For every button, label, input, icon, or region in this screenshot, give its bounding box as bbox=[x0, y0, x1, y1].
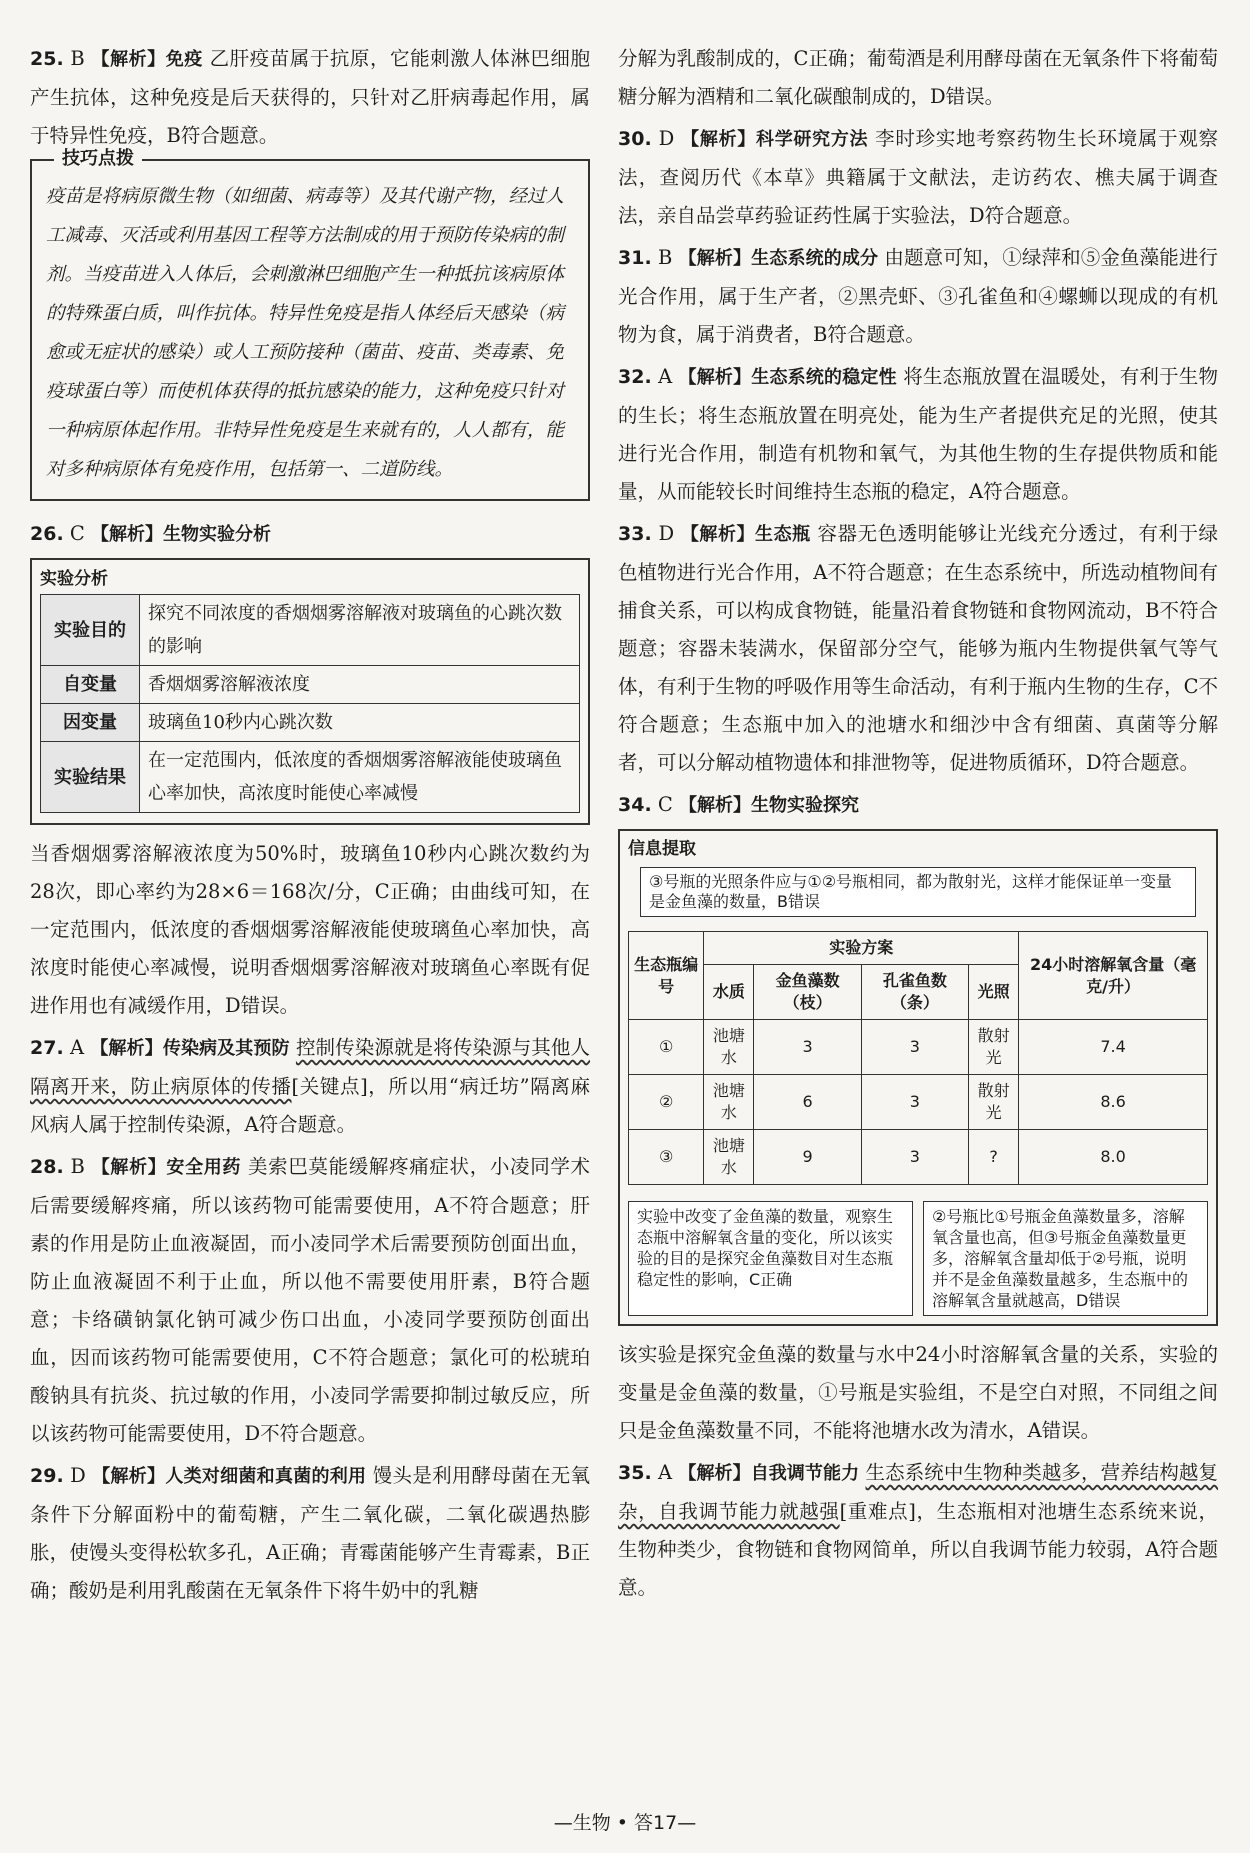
question-29-continued: 分解为乳酸制成的，C正确；葡萄酒是利用酵母菌在无氧条件下将葡萄糖分解为酒精和二氧化碳酿制成的，D错误。 bbox=[618, 47, 1218, 108]
analysis-tag: 【解析】科学研究方法 bbox=[681, 129, 869, 150]
cell-water: 池塘水 bbox=[704, 1075, 754, 1130]
cell-light: 散射光 bbox=[969, 1020, 1019, 1075]
header-water: 水质 bbox=[704, 965, 754, 1020]
question-35 bbox=[618, 1454, 1218, 1607]
answer-letter: A bbox=[69, 1036, 85, 1059]
answer-letter: D bbox=[70, 1464, 86, 1487]
question-34-text: 该实验是探究金鱼藻的数量与水中24小时溶解氧含量的关系，实验的变量是金鱼藻的数量，①号瓶是实验组，不是空白对照，不同组之间只是金鱼藻数量不同，不能将池塘水改为清水，A错误。 bbox=[618, 1343, 1218, 1442]
analysis-text: 由题意可知，①绿萍和⑤金鱼藻能进行光合作用，属于生产者，②黑壳虾、③孔雀鱼和④螺蛳以现成的有机物为食，属于消费者，B符合题意。 bbox=[618, 246, 1218, 346]
cell-light: 散射光 bbox=[969, 1075, 1019, 1130]
question-number: 28. bbox=[30, 1156, 64, 1178]
tip-title: 技巧点拨 bbox=[54, 147, 142, 171]
cell-light: ? bbox=[969, 1130, 1019, 1185]
table-row bbox=[629, 1075, 1208, 1130]
row-value: 在一定范围内，低浓度的香烟烟雾溶解液能使玻璃鱼心率加快，高浓度时能使心率减慢 bbox=[140, 742, 580, 813]
question-number: 29. bbox=[30, 1465, 64, 1487]
question-28 bbox=[30, 1148, 590, 1453]
analysis-tag: 【解析】传染病及其预防 bbox=[90, 1038, 290, 1059]
analysis-text: 乙肝疫苗属于抗原，它能刺激人体淋巴细胞产生抗体，这种免疫是后天获得的，只针对乙肝病毒起作用，属于特异性免疫，B符合题意。 bbox=[30, 47, 590, 147]
table-row bbox=[41, 742, 580, 813]
question-29 bbox=[30, 1457, 590, 1610]
experiment-analysis-title: 实验分析 bbox=[40, 569, 108, 589]
analysis-tag: 【解析】生物实验分析 bbox=[91, 524, 271, 545]
question-number: 25. bbox=[30, 48, 64, 70]
row-key: 实验结果 bbox=[41, 742, 140, 813]
header-plan: 实验方案 bbox=[704, 932, 1019, 965]
cell-oxygen: 8.0 bbox=[1019, 1130, 1208, 1185]
table-row bbox=[629, 1130, 1208, 1185]
right-column bbox=[618, 40, 1218, 1611]
answer-letter: B bbox=[70, 1155, 85, 1178]
table-row bbox=[41, 595, 580, 666]
cell-fish: 3 bbox=[861, 1020, 968, 1075]
row-value: 探究不同浓度的香烟烟雾溶解液对玻璃鱼的心跳次数的影响 bbox=[140, 595, 580, 666]
experiment-analysis-box bbox=[30, 558, 590, 825]
question-number: 31. bbox=[618, 247, 652, 269]
answer-letter: A bbox=[657, 1461, 673, 1484]
row-key: 因变量 bbox=[41, 704, 140, 742]
analysis-tag: 【解析】生态瓶 bbox=[680, 524, 811, 545]
question-26 bbox=[30, 515, 590, 554]
table-row bbox=[629, 1020, 1208, 1075]
cell-oxygen: 7.4 bbox=[1019, 1020, 1208, 1075]
question-25 bbox=[30, 40, 590, 155]
cell-oxygen: 8.6 bbox=[1019, 1075, 1208, 1130]
analysis-tag: 【解析】安全用药 bbox=[91, 1157, 242, 1178]
question-31 bbox=[618, 239, 1218, 354]
analysis-tag: 【解析】生态系统的成分 bbox=[678, 248, 879, 269]
page-footer: —生物 • 答17— bbox=[553, 1812, 697, 1834]
cell-algae: 3 bbox=[754, 1020, 861, 1075]
question-26-text: 当香烟烟雾溶解液浓度为50%时，玻璃鱼10秒内心跳次数约为28次，即心率约为28×6＝168次/分，C正确；由曲线可知，在一定范围内，低浓度的香烟烟雾溶解液能使玻璃鱼心率加快，高浓度时能使心率减慢，说明香烟烟雾溶解液对玻璃鱼心率既有促进作用也有减缓作用，D错误。 bbox=[30, 842, 590, 1017]
row-key: 实验目的 bbox=[41, 595, 140, 666]
cell-bottle: ③ bbox=[629, 1130, 704, 1185]
question-33 bbox=[618, 515, 1218, 782]
question-27 bbox=[30, 1029, 590, 1144]
cell-water: 池塘水 bbox=[704, 1020, 754, 1075]
key-point-text: 生态系统中生物种类越多，营养结构越复杂，自我调节能力就越强 bbox=[618, 1461, 1219, 1523]
cell-bottle: ① bbox=[629, 1020, 704, 1075]
analysis-tag: 【解析】自我调节能力 bbox=[678, 1463, 860, 1484]
question-number: 32. bbox=[618, 366, 652, 388]
experiment-analysis-table bbox=[40, 594, 580, 813]
row-key: 自变量 bbox=[41, 666, 140, 704]
header-algae: 金鱼藻数（枝） bbox=[754, 965, 861, 1020]
question-number: 35. bbox=[618, 1462, 652, 1484]
header-fish: 孔雀鱼数（条） bbox=[861, 965, 968, 1020]
analysis-text: ，生态瓶相对池塘生态系统来说，生物种类少，食物链和食物网简单，所以自我调节能力较弱，A符合题意。 bbox=[618, 1500, 1218, 1599]
analysis-text: 美索巴莫能缓解疼痛症状，小凌同学术后需要缓解疼痛，所以该药物可能需要使用，A不符合题意；肝素的作用是防止血液凝固，而小凌同学术后需要预防创面出血，防止血液凝固不利于止血，所以他不需要使用肝素，B符合题意；卡络磺钠氯化钠可减少伤口出血，小凌同学要预防创面出血，因而该药物可能需要使用，C不符合题意；氯化可的松琥珀酸钠具有抗炎、抗过敏的作用，小凌同学需要抑制过敏反应，所以该药物可能需要使用，D不符合题意。 bbox=[30, 1155, 591, 1445]
cell-bottle: ② bbox=[629, 1075, 704, 1130]
question-number: 27. bbox=[30, 1037, 64, 1059]
analysis-text: 李时珍实地考察药物生长环境属于观察法，查阅历代《本草》典籍属于文献法，走访药农、樵夫属于调查法，亲自品尝草药验证药性属于实验法，D符合题意。 bbox=[618, 127, 1219, 227]
question-30 bbox=[618, 120, 1218, 235]
key-point-mark: [关键点] bbox=[291, 1075, 368, 1098]
table-row bbox=[41, 666, 580, 704]
info-extraction-title: 信息提取 bbox=[628, 839, 696, 859]
answer-letter: D bbox=[658, 127, 675, 150]
analysis-text: 将生态瓶放置在温暖处，有利于生物的生长；将生态瓶放置在明亮处，能为生产者提供充足的光照，使其进行光合作用，制造有机物和氧气，为其他生物的生存提供物质和能量，从而能较长时间维持生态瓶的稳定，A符合题意。 bbox=[618, 365, 1218, 503]
table-header-row bbox=[629, 932, 1208, 965]
cell-fish: 3 bbox=[861, 1130, 968, 1185]
answer-letter: B bbox=[70, 47, 85, 70]
row-value: 玻璃鱼10秒内心跳次数 bbox=[140, 704, 580, 742]
cell-fish: 3 bbox=[861, 1075, 968, 1130]
note-pair bbox=[628, 1201, 1208, 1316]
note-oxygen-comparison: ②号瓶比①号瓶金鱼藻数量多，溶解氧含量也高，但③号瓶金鱼藻数量更多，溶解氧含量却低于②号瓶，说明并不是金鱼藻数量越多，生态瓶中的溶解氧含量就越高，D错误 bbox=[923, 1201, 1208, 1316]
answer-letter: D bbox=[658, 522, 675, 545]
analysis-text: ，所以用“病迁坊”隔离麻风病人属于控制传染源，A符合题意。 bbox=[30, 1075, 590, 1136]
cell-algae: 6 bbox=[754, 1075, 861, 1130]
note-experiment-purpose: 实验中改变了金鱼藻的数量，观察生态瓶中溶解氧含量的变化，所以该实验的目的是探究金鱼藻数目对生态瓶稳定性的影响，C正确 bbox=[628, 1201, 913, 1316]
question-number: 30. bbox=[618, 128, 652, 150]
eco-bottle-table bbox=[628, 931, 1208, 1185]
analysis-text: 容器无色透明能够让光线充分透过，有利于绿色植物进行光合作用，A不符合题意；在生态系统中，所选动植物间有捕食关系，可以构成食物链，能量沿着食物链和食物网流动，B不符合题意；容器未装满水，保留部分空气，能够为瓶内生物提供氧气等气体，有利于生物的呼吸作用等生命活动，有利于瓶内生物的生存，C不符合题意；生态瓶中加入的池塘水和细沙中含有细菌、真菌等分解者，可以分解动植物遗体和排泄物等，促进物质循环，D符合题意。 bbox=[618, 522, 1219, 774]
key-point-mark: [重难点] bbox=[839, 1500, 916, 1523]
analysis-text: 馒头是利用酵母菌在无氧条件下分解面粉中的葡萄糖，产生二氧化碳，二氧化碳遇热膨胀，使馒头变得松软多孔，A正确；青霉菌能够产生青霉素，B正确；酸奶是利用乳酸菌在无氧条件下将牛奶中的乳糖 bbox=[30, 1464, 590, 1602]
question-number: 33. bbox=[618, 523, 652, 545]
question-34 bbox=[618, 786, 1218, 825]
analysis-tag: 【解析】生态系统的稳定性 bbox=[678, 367, 897, 388]
tip-box bbox=[30, 148, 590, 501]
row-value: 香烟烟雾溶解液浓度 bbox=[140, 666, 580, 704]
answer-letter: A bbox=[658, 365, 673, 388]
left-column bbox=[30, 40, 590, 1614]
answer-letter: C bbox=[657, 793, 673, 816]
tip-body: 疫苗是将病原微生物（如细菌、病毒等）及其代谢产物，经过人工减毒、灭活或利用基因工程等方法制成的用于预防传染病的制剂。当疫苗进入人体后，会刺激淋巴细胞产生一种抵抗该病原体的特殊蛋白质，叫作抗体。特异性免疫是指人体经后天感染（病愈或无症状的感染）或人工预防接种（菌苗、疫苗、类毒素、免疫球蛋白等）而使机体获得的抵抗感染的能力，这种免疫只针对一种病原体起作用。非特异性免疫是生来就有的，人人都有，能对多种病原体有免疫作用，包括第一、二道防线。 bbox=[46, 186, 565, 480]
cell-algae: 9 bbox=[754, 1130, 861, 1185]
header-bottle: 生态瓶编号 bbox=[629, 932, 704, 1020]
question-number: 34. bbox=[618, 794, 652, 816]
note-light-condition: ③号瓶的光照条件应与①②号瓶相同，都为散射光，这样才能保证单一变量是金鱼藻的数量，B错误 bbox=[640, 867, 1196, 917]
answer-letter: B bbox=[658, 246, 673, 269]
analysis-tag: 【解析】免疫 bbox=[91, 49, 203, 70]
answer-letter: C bbox=[69, 522, 85, 545]
key-point-text: 控制传染源就是将传染源与其他人隔离开来，防止病原体的传播 bbox=[30, 1036, 590, 1098]
analysis-tag: 【解析】生物实验探究 bbox=[679, 795, 859, 816]
cell-water: 池塘水 bbox=[704, 1130, 754, 1185]
analysis-tag: 【解析】人类对细菌和真菌的利用 bbox=[92, 1466, 367, 1487]
table-row bbox=[41, 704, 580, 742]
info-extraction-box bbox=[618, 829, 1218, 1326]
question-32 bbox=[618, 358, 1218, 511]
header-oxygen: 24小时溶解氧含量（毫克/升） bbox=[1019, 932, 1208, 1020]
question-number: 26. bbox=[30, 523, 64, 545]
header-light: 光照 bbox=[969, 965, 1019, 1020]
